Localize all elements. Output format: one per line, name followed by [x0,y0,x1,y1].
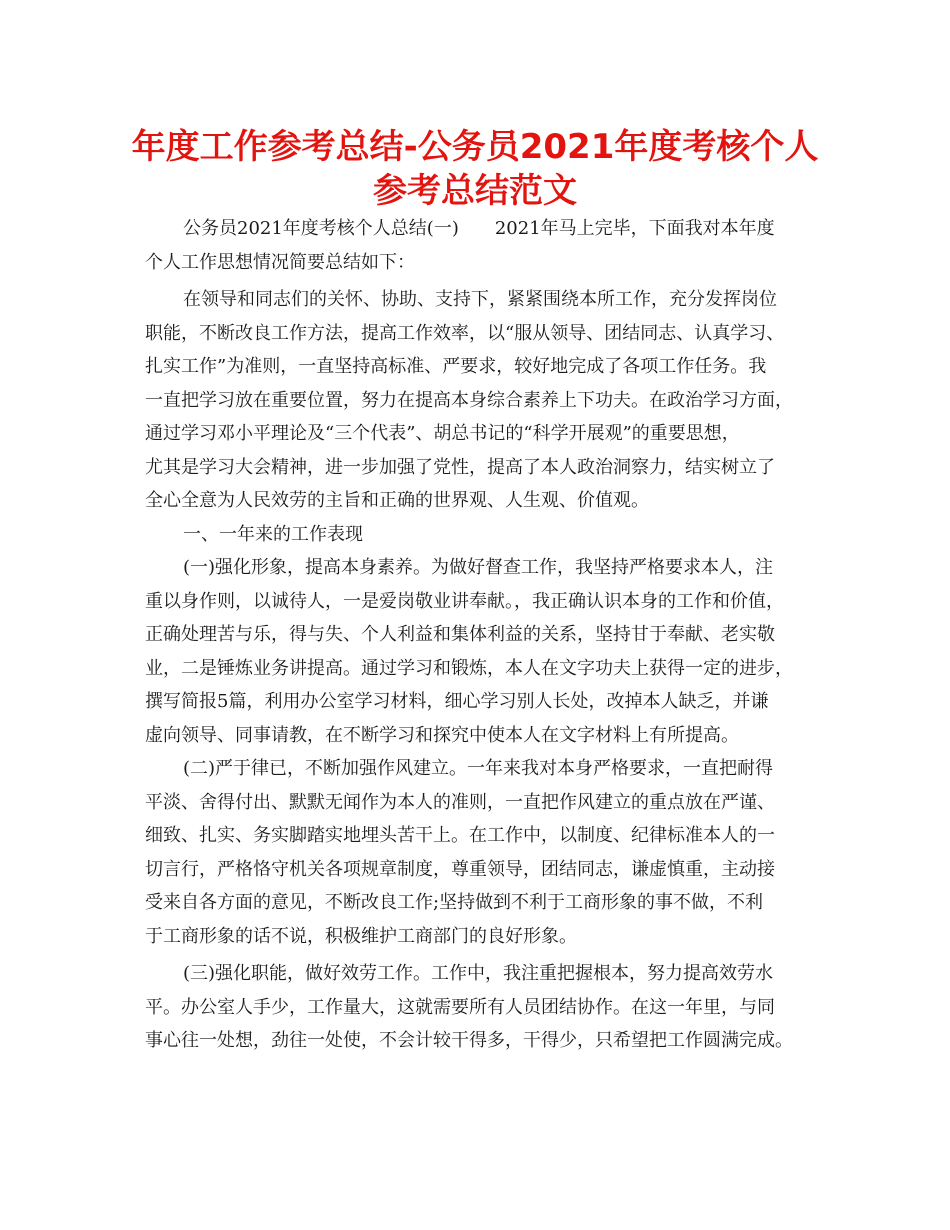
body-line: 撰写简报5篇，利用办公室学习材料，细心学习别人长处，改掉本人缺乏，并谦 [145,691,769,712]
body-line: 细致、扎实、务实脚踏实地埋头苦干上。在工作中，以制度、纪律标准本人的一 [145,825,775,846]
body-line: 扎实工作”为准则，一直坚持高标准、严要求，较好地完成了各项工作任务。我 [145,356,767,377]
body-line: 全心全意为人民效劳的主旨和正确的世界观、人生观、价值观。 [145,490,649,511]
document-body [145,212,809,1058]
body-line: 个人工作思想情况简要总结如下： [145,251,415,273]
body-line: (一)强化形象，提高本身素养。为做好督查工作，我坚持严格要求本人，注 [183,557,774,578]
body-line: 在领导和同志们的关怀、协助、支持下，紧紧围绕本所工作，充分发挥岗位 [183,289,777,310]
body-line: 切言行，严格恪守机关各项规章制度，尊重领导，团结同志，谦虚慎重，主动接 [145,858,775,880]
body-line: 业，二是锤炼业务讲提高。通过学习和锻炼，本人在文字功夫上获得一定的进步， [145,657,793,679]
body-line: 重以身作则，以诚待人，一是爱岗敬业讲奉献。，我正确认识本身的工作和价值， [145,590,784,612]
body-line: (二)严于律已，不断加强作风建立。一年来我对本身严格要求，一直把耐得 [183,758,774,779]
body-line: 公务员2021年度考核个人总结(一) 2021年马上完毕，下面我对本年度 [183,218,775,239]
body-line: 一直把学习放在重要位置，努力在提高本身综合素养上下功夫。在政治学习方面， [145,389,793,411]
body-line: 正确处理苦与乐，得与失、个人利益和集体利益的关系，坚持甘于奉献、老实敬 [145,624,775,645]
document-title-line-1: 年度工作参考总结-公务员2021年度考核个人 [131,127,819,167]
body-line: 虚向领导、同事请教，在不断学习和探究中使本人在文字材料上有所提高。 [145,724,739,746]
body-line: 受来自各方面的意见，不断改良工作;坚持做到不利于工商形象的事不做，不利 [145,892,764,913]
section-heading: 一、一年来的工作表现 [183,523,363,545]
body-line: 于工商形象的话不说，积极维护工商部门的良好形象。 [145,925,577,947]
document-title-line-2: 参考总结范文 [373,171,577,211]
body-line: 平。办公室人手少，工作量大，这就需要所有人员团结协作。在这一年里，与同 [145,996,775,1018]
body-line: 尤其是学习大会精神，进一步加强了党性，提高了本人政治洞察力，结实树立了 [145,456,775,478]
body-line: (三)强化职能，做好效劳工作。工作中，我注重把握根本，努力提高效劳水 [183,963,774,984]
body-line: 职能，不断改良工作方法，提高工作效率，以“服从领导、团结同志、认真学习、 [145,322,785,344]
body-line: 事心往一处想，劲往一处使，不会计较干得多，干得少，只希望把工作圆满完成。 [145,1030,793,1051]
body-line: 通过学习邓小平理论及“三个代表”、胡总书记的“科学开展观”的重要思想， [145,423,740,444]
body-line: 平淡、舍得付出、默默无闻作为本人的准则，一直把作风建立的重点放在严谨、 [145,791,775,813]
